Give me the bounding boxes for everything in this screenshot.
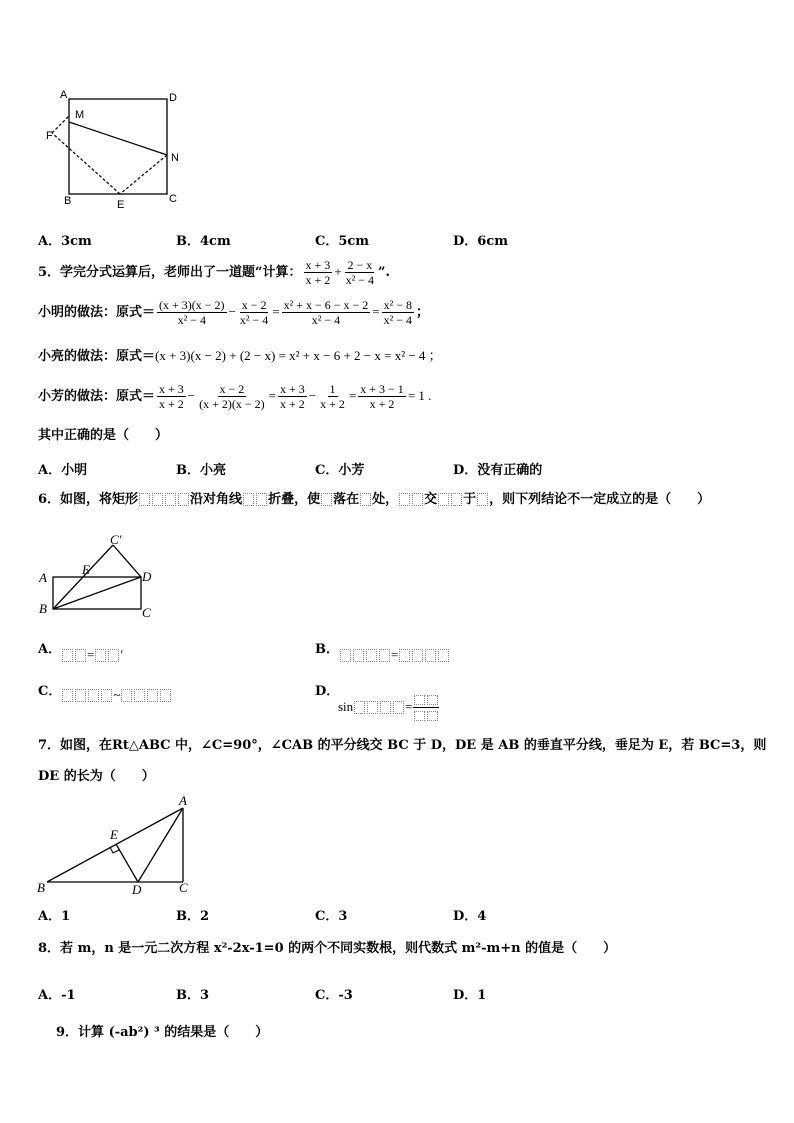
q7-option-a[interactable]: A．1 bbox=[38, 909, 71, 924]
q9-stem: 9．计算 (-ab²) ³ 的结果是（ ） bbox=[56, 1025, 269, 1040]
q5-option-a[interactable]: A．小明 bbox=[38, 463, 88, 478]
side-ab bbox=[47, 808, 183, 882]
q5-xiaoliang-method: 小亮的做法：原式＝(x + 3)(x − 2) + (2 − x) = x² + x − 6 + 2 − x = x² − 4 ； bbox=[38, 348, 442, 364]
q5-option-b[interactable]: B．小亮 bbox=[176, 463, 226, 478]
q6-stem: 6．如图，将矩形 沿对角线 折叠，使 落在 处， 交 于 ，则下列结论不一定成立的是（ ） bbox=[38, 492, 711, 507]
label-f: F bbox=[46, 130, 53, 142]
q5-fraction-1: $\frac{x + 3}{x + 2}$ bbox=[305, 258, 331, 287]
label-a: A bbox=[39, 570, 47, 585]
label-d: D bbox=[169, 92, 177, 104]
figure-square-fold bbox=[40, 85, 200, 215]
q5-fraction-2: $\frac{2 - x}{\text{x² − 4}}$ bbox=[345, 258, 375, 287]
q5-xiaoming-method: 小明的做法：原式＝ $\frac{(x + 3)(x - 2)}{\text{x² − 4}}$ − $\frac{x - 2}{\text{x² − 4}}$ = $\frac{\text{x² + x − 6 − x − 2}}{\text{x² − 4}}$ = $\frac{\text{x² − 8}}{\text{x² − 4}}$ ； bbox=[38, 298, 430, 327]
label-b: B bbox=[37, 880, 45, 895]
q7-stem-line2: DE 的长为（ ） bbox=[38, 769, 155, 784]
q8-option-d[interactable]: D．1 bbox=[453, 988, 487, 1003]
label-a: A bbox=[60, 89, 68, 101]
segment-ad bbox=[138, 808, 183, 882]
q5-question: 其中正确的是（ ） bbox=[38, 428, 169, 443]
q8-option-a[interactable]: A．-1 bbox=[38, 988, 76, 1003]
diagonal-bd bbox=[53, 577, 141, 609]
label-e: E bbox=[110, 827, 118, 842]
label-m: M bbox=[75, 109, 85, 121]
q8-stem: 8．若 m，n 是一元二次方程 x²-2x-1=0 的两个不同实数根，则代数式 m²-m+n 的值是（ ） bbox=[38, 941, 617, 956]
q7-stem-line1: 7．如图，在Rt△ABC 中，∠C=90°，∠CAB 的平分线交 BC 于 D，DE 是 AB 的垂直平分线，垂足为 E，若 BC=3，则 bbox=[38, 738, 767, 753]
label-c: C bbox=[142, 605, 151, 620]
segment-c1d bbox=[113, 545, 141, 577]
q6-option-c[interactable]: C． ~ bbox=[38, 680, 172, 699]
label-d: D bbox=[132, 882, 142, 897]
q5-stem: 5．学完分式运算后，老师出了一道题“计算： $\frac{x + 3}{x + 2}$ + $\frac{2 - x}{\text{x² − 4}}$ ”. bbox=[38, 258, 391, 287]
segment-de bbox=[116, 844, 138, 882]
q5-option-d[interactable]: D．没有正确的 bbox=[453, 463, 543, 478]
label-c: C bbox=[169, 193, 177, 205]
segment-fm bbox=[52, 116, 69, 133]
figure-rectangle-fold bbox=[34, 535, 164, 620]
q6-option-a[interactable]: A． = ′ bbox=[38, 642, 124, 662]
label-c: C bbox=[179, 880, 188, 895]
label-n: N bbox=[171, 152, 179, 164]
q7-option-b[interactable]: B．2 bbox=[176, 909, 210, 924]
label-d: D bbox=[142, 569, 152, 584]
q4-option-b[interactable]: B．4cm bbox=[176, 234, 231, 249]
label-b: B bbox=[39, 601, 47, 616]
segment-ne bbox=[120, 155, 167, 194]
label-a: A bbox=[179, 793, 187, 808]
q6-option-b[interactable]: B． = bbox=[315, 638, 450, 657]
label-e: E bbox=[117, 199, 125, 211]
q7-option-d[interactable]: D．4 bbox=[453, 909, 487, 924]
label-c-prime: C′ bbox=[110, 535, 122, 547]
segment-ef bbox=[52, 133, 120, 194]
q8-option-b[interactable]: B．3 bbox=[176, 988, 210, 1003]
label-b: B bbox=[64, 195, 72, 207]
figure-right-triangle bbox=[34, 793, 199, 898]
q6-option-d[interactable]: D． bbox=[315, 684, 340, 699]
q4-option-a[interactable]: A．3cm bbox=[38, 234, 92, 249]
q4-option-c[interactable]: C．5cm bbox=[315, 234, 370, 249]
segment-mn bbox=[69, 122, 167, 155]
q4-option-d[interactable]: D．6cm bbox=[453, 234, 508, 249]
q7-option-c[interactable]: C．3 bbox=[315, 909, 348, 924]
q5-xiaofang-method: 小芳的做法：原式＝ $\frac{x + 3}{x + 2}$ − $\frac{x - 2}{(x + 2)(x - 2)}$ = $\frac{x + 3}{x + 2}$ − $\frac{1}{x + 2}$ = $\frac{x + 3 - 1}{x + 2}$ = 1 . bbox=[38, 382, 432, 411]
q6-option-d-expression: sin = bbox=[338, 692, 439, 723]
q8-option-c[interactable]: C．-3 bbox=[315, 988, 353, 1003]
label-e: E bbox=[82, 562, 90, 577]
q5-option-c[interactable]: C．小芳 bbox=[315, 463, 365, 478]
